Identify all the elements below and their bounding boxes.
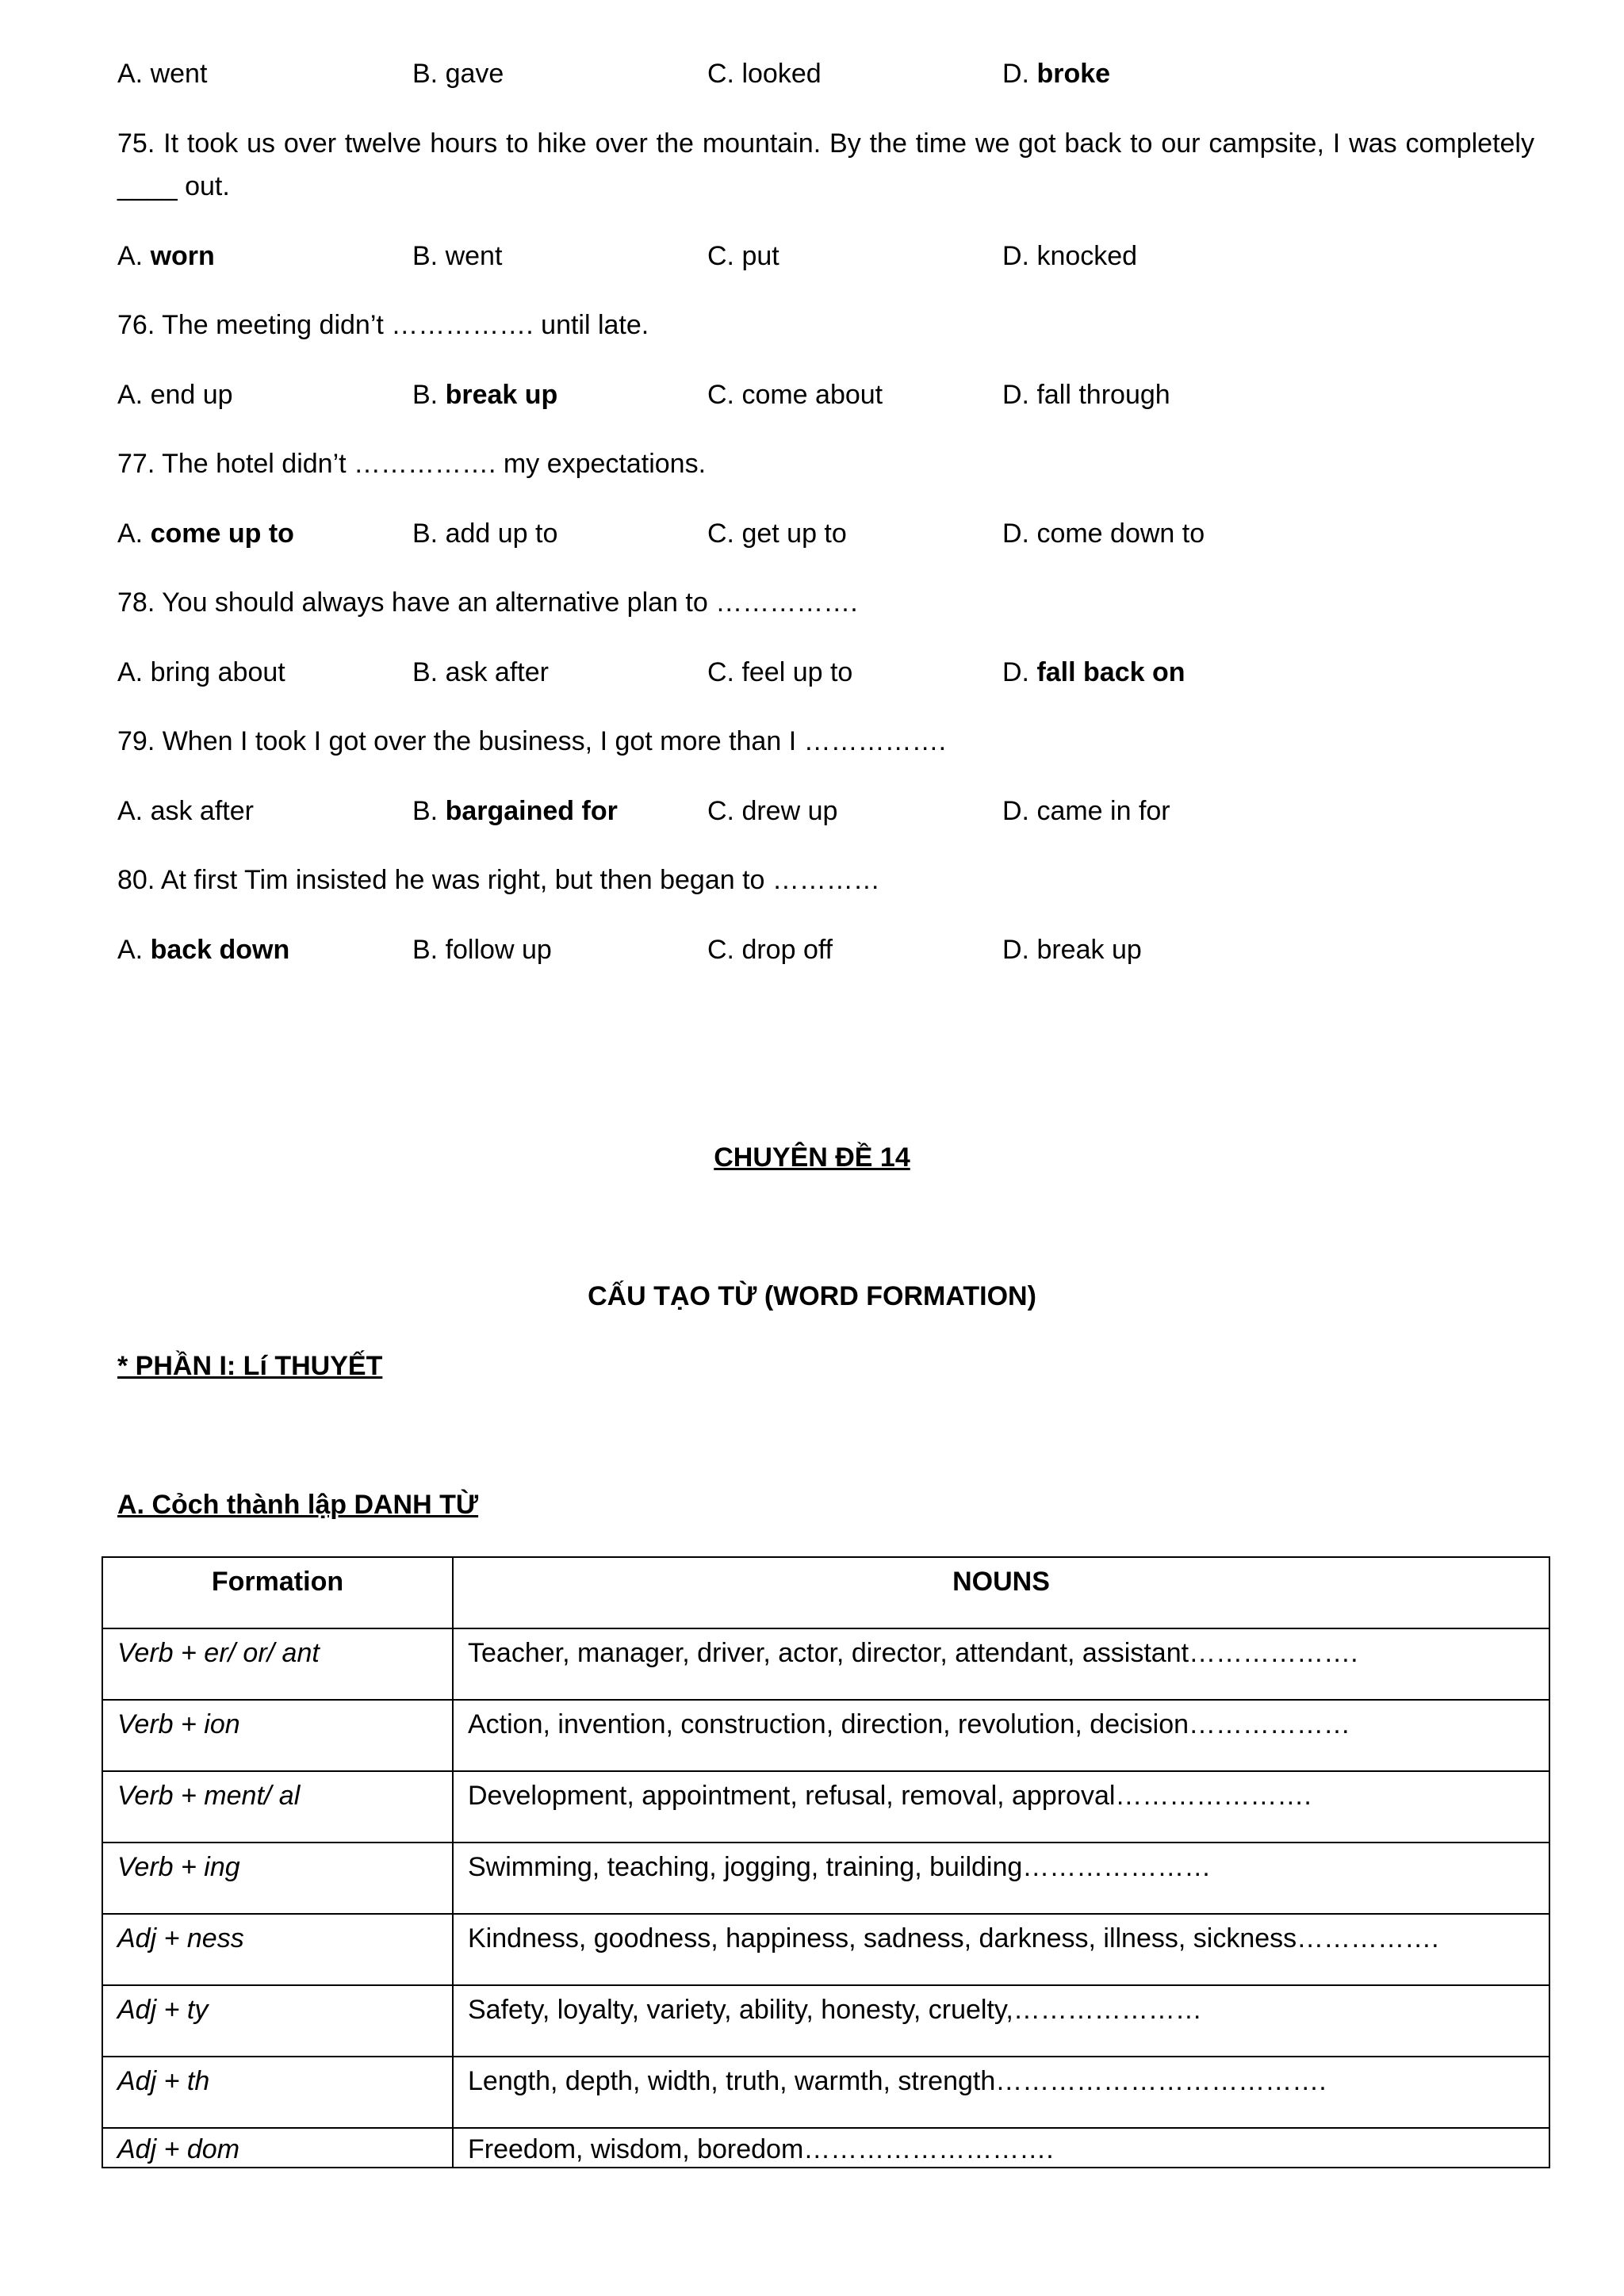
- q74-option-d: D. broke: [1002, 59, 1111, 89]
- q74-option-c: C. looked: [707, 59, 822, 89]
- q77-option-a: A. come up to: [117, 519, 294, 549]
- table-row: [102, 2057, 1549, 2128]
- q80-option-a: A. back down: [117, 935, 290, 965]
- q76-question: 76. The meeting didn’t ……………. until late.: [117, 310, 649, 340]
- q78-option-a: A. bring about: [117, 657, 285, 687]
- table-header-row: [102, 1557, 1549, 1628]
- q78-option-c: C. feel up to: [707, 657, 853, 687]
- q78-option-d: D. fall back on: [1002, 657, 1185, 687]
- nouns-header: NOUNS: [453, 1557, 1549, 1628]
- q79-option-b: B. bargained for: [412, 796, 618, 826]
- nouns-cell: Teacher, manager, driver, actor, director, attendant, assistant……………….: [453, 1628, 1549, 1700]
- table-row: [102, 1985, 1549, 2057]
- table-row: [102, 1628, 1549, 1700]
- q80-option-d: D. break up: [1002, 935, 1142, 965]
- q75-question: 75. It took us over twelve hours to hike over the mountain. By the time we got back to our campsite, I was completely ____ out.: [117, 128, 1534, 201]
- q78-option-b: B. ask after: [412, 657, 549, 687]
- q77-question: 77. The hotel didn’t ……………. my expectations.: [117, 449, 707, 479]
- q77-option-b: B. add up to: [412, 519, 558, 549]
- q76-option-c: C. come about: [707, 380, 883, 410]
- nouns-cell: Swimming, teaching, jogging, training, building…………………: [453, 1843, 1549, 1914]
- formation-cell: Adj + th: [102, 2057, 453, 2128]
- formation-cell: Verb + ion: [102, 1700, 453, 1771]
- table-row: [102, 1843, 1549, 1914]
- noun-formation-table: [102, 1556, 1550, 2168]
- nouns-cell: Freedom, wisdom, boredom……………………….: [453, 2128, 1549, 2168]
- q75-option-c: C. put: [707, 241, 779, 271]
- q79-option-a: A. ask after: [117, 796, 254, 826]
- q80-option-b: B. follow up: [412, 935, 552, 965]
- nouns-cell: Length, depth, width, truth, warmth, strength……………………………….: [453, 2057, 1549, 2128]
- formation-cell: Adj + ness: [102, 1914, 453, 1985]
- q77-option-c: C. get up to: [707, 519, 847, 549]
- formation-cell: Verb + er/ or/ ant: [102, 1628, 453, 1700]
- q78-question: 78. You should always have an alternative plan to …………….: [117, 587, 858, 618]
- section-a-title: A. Cỏch thành lập DANH TỪ: [117, 1490, 479, 1520]
- q79-question: 79. When I took I got over the business, I got more than I …………….: [117, 726, 947, 756]
- table-row: [102, 1700, 1549, 1771]
- nouns-cell: Development, appointment, refusal, removal, approval………………….: [453, 1771, 1549, 1843]
- nouns-cell: Action, invention, construction, direction, revolution, decision………………: [453, 1700, 1549, 1771]
- chapter-title: CHUYÊN ĐỀ 14: [714, 1142, 910, 1173]
- part-title: * PHẦN I: Lí THUYẾT: [117, 1351, 383, 1381]
- q80-question: 80. At first Tim insisted he was right, but then began to …………: [117, 865, 880, 895]
- q75-option-d: D. knocked: [1002, 241, 1138, 271]
- formation-header: Formation: [102, 1557, 453, 1628]
- q75-option-a: A. worn: [117, 241, 215, 271]
- table-row: [102, 2128, 1549, 2168]
- formation-cell: Adj + ty: [102, 1985, 453, 2057]
- topic-title: CẤU TẠO TỪ (WORD FORMATION): [588, 1281, 1036, 1311]
- table-row: [102, 1771, 1549, 1843]
- q76-option-a: A. end up: [117, 380, 233, 410]
- formation-cell: Adj + dom: [102, 2128, 453, 2168]
- formation-cell: Verb + ing: [102, 1843, 453, 1914]
- nouns-cell: Safety, loyalty, variety, ability, honesty, cruelty,…………………: [453, 1985, 1549, 2057]
- q79-option-c: C. drew up: [707, 796, 838, 826]
- q76-option-d: D. fall through: [1002, 380, 1170, 410]
- table-row: [102, 1914, 1549, 1985]
- q76-option-b: B. break up: [412, 380, 558, 410]
- q75-option-b: B. went: [412, 241, 503, 271]
- q74-option-a: A. went: [117, 59, 208, 89]
- q74-option-b: B. gave: [412, 59, 504, 89]
- q79-option-d: D. came in for: [1002, 796, 1170, 826]
- nouns-cell: Kindness, goodness, happiness, sadness, darkness, illness, sickness…………….: [453, 1914, 1549, 1985]
- formation-cell: Verb + ment/ al: [102, 1771, 453, 1843]
- q80-option-c: C. drop off: [707, 935, 833, 965]
- q77-option-d: D. come down to: [1002, 519, 1205, 549]
